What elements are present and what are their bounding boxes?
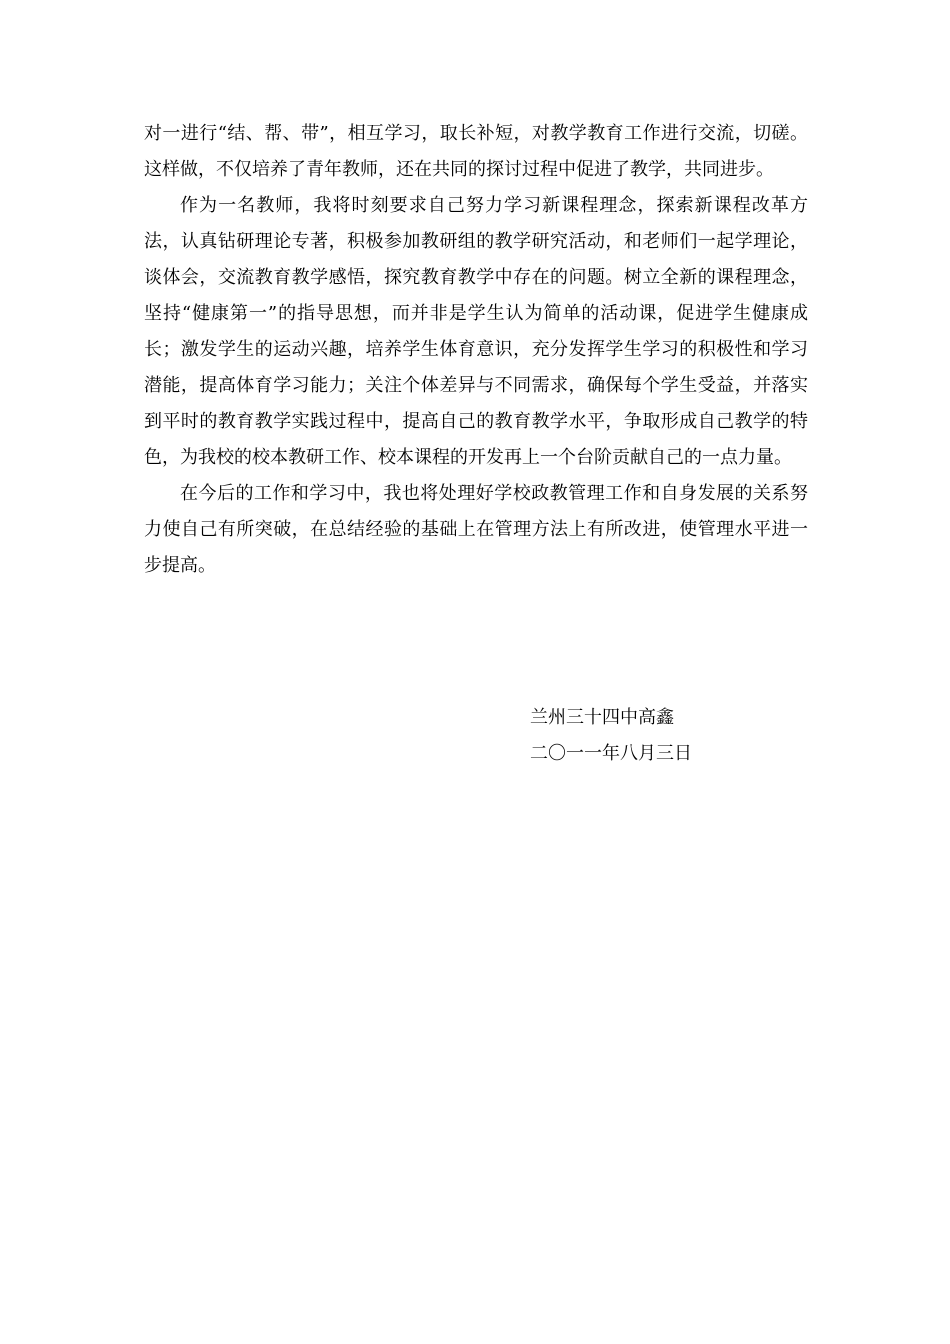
paragraph-future-plan: 在今后的工作和学习中，我也将处理好学校政教管理工作和自身发展的关系努力使自己有所突破，在总结经验的基础上在管理方法上有所改进，使管理水平进一步提高。 <box>144 483 808 576</box>
signature-date: 二〇一一年八月三日 <box>530 743 692 764</box>
paragraph-teacher-commitment: 作为一名教师，我将时刻要求自己努力学习新课程理念，探索新课程改革方法，认真钻研理论专著，积极参加教研组的教学研究活动，和老师们一起学理论，谈体会，交流教育教学感悟，探究教育教学中存在的问题。树立全新的课程理念，坚持“健康第一”的指导思想，而并非是学生认为简单的活动课，促进学生健康成长；激发学生的运动兴趣，培养学生体育意识，充分发挥学生学习的积极性和学习潜能，提高体育学习能力；关注个体差异与不同需求，确保每个学生受益，并落实到平时的教育教学实践过程中，提高自己的教育教学水平，争取形成自己教学的特色，为我校的校本教研工作、校本课程的开发再上一个台阶贡献自己的一点力量。 <box>144 195 808 468</box>
signature-block <box>530 700 692 772</box>
paragraph-continuation: 对一进行“结、帮、带”，相互学习，取长补短，对教学教育工作进行交流，切磋。这样做，不仅培养了青年教师，还在共同的探讨过程中促进了教学，共同进步。 <box>144 123 808 180</box>
signature-author: 兰州三十四中高鑫 <box>530 707 674 728</box>
document-body <box>144 116 808 584</box>
